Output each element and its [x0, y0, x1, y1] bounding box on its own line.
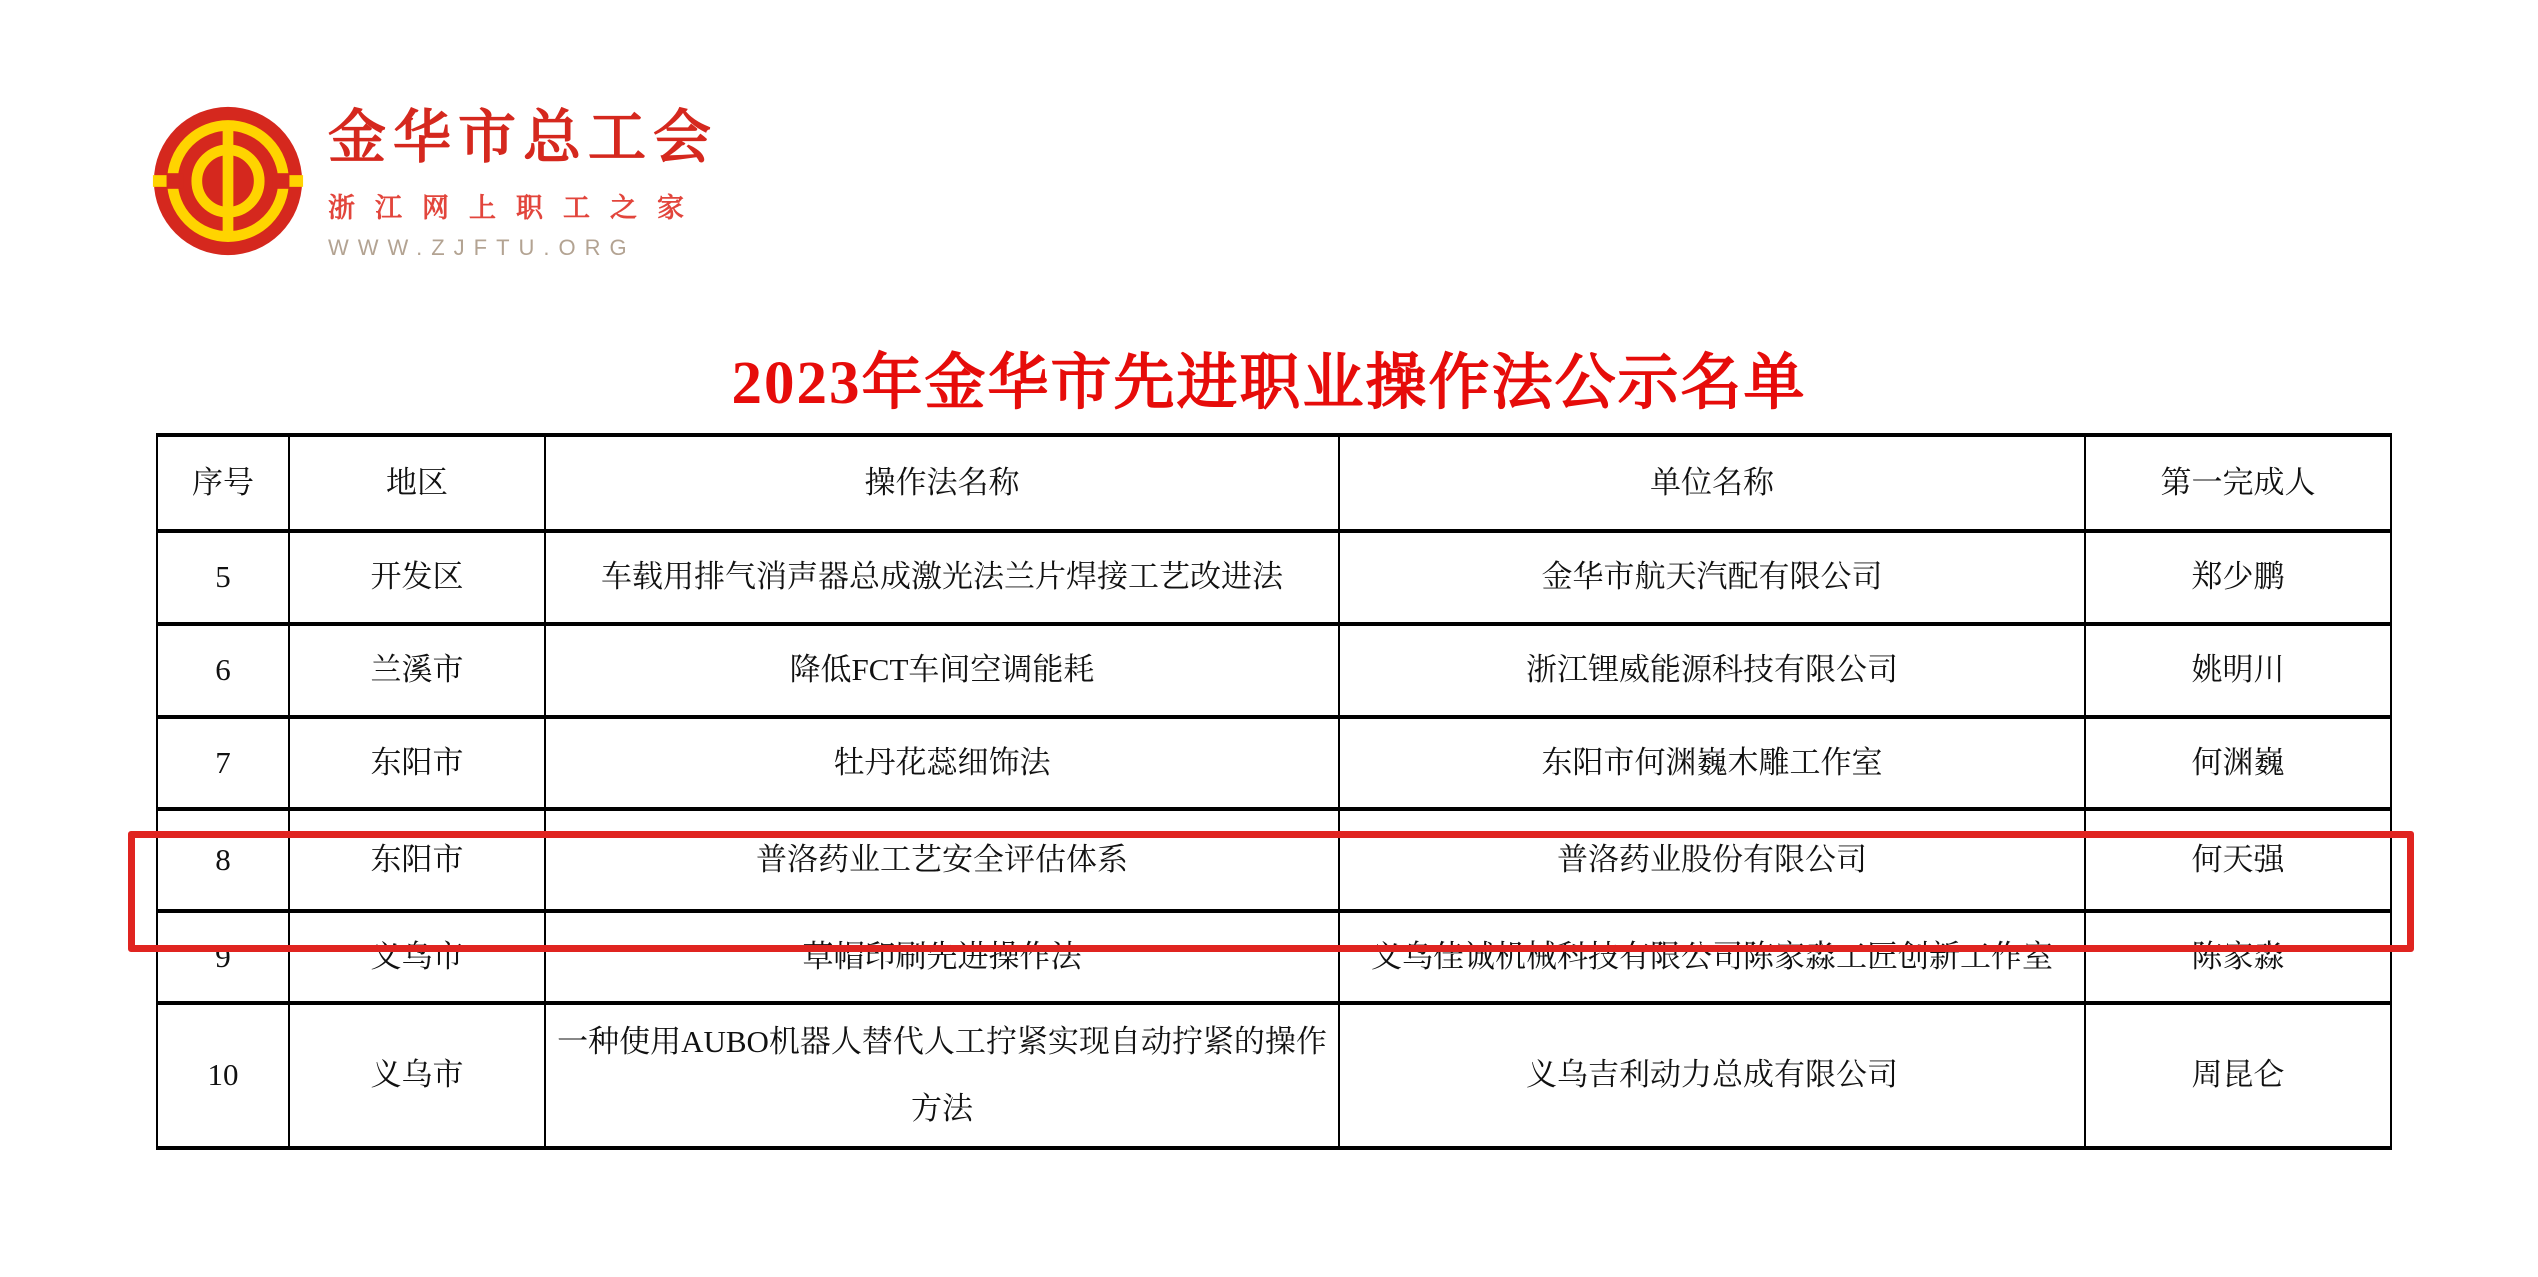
cell-first-completer: 周昆仑: [2085, 1003, 2391, 1148]
cell-company-name: 金华市航天汽配有限公司: [1339, 531, 2085, 624]
union-logo: [150, 95, 718, 261]
logo-url: WWW.ZJFTU.ORG: [328, 235, 636, 261]
cell-district: 义乌市: [289, 1003, 545, 1148]
cell-first-completer: 何渊巍: [2085, 717, 2391, 809]
col-header-method-name: 操作法名称: [545, 435, 1339, 531]
table-header-row: [157, 435, 2391, 531]
col-header-first-completer: 第一完成人: [2085, 435, 2391, 531]
col-header-serial: 序号: [157, 435, 289, 531]
cell-serial: 6: [157, 624, 289, 717]
table-row: [157, 911, 2391, 1003]
cell-method-name: 一种使用AUBO机器人替代人工拧紧实现自动拧紧的操作方法: [545, 1003, 1339, 1148]
page-title: 2023年金华市先进职业操作法公示名单: [731, 350, 1807, 417]
announcement-table: [156, 433, 2392, 1150]
cell-district: 兰溪市: [289, 624, 545, 717]
cell-serial: 7: [157, 717, 289, 809]
table-row: [157, 1003, 2391, 1148]
table-row: [157, 531, 2391, 624]
cell-method-name: 车载用排气消声器总成激光法兰片焊接工艺改进法: [545, 531, 1339, 624]
cell-serial: 10: [157, 1003, 289, 1148]
logo-tagline: 浙江网上职工之家: [328, 193, 704, 224]
cell-first-completer: 何天强: [2085, 809, 2391, 911]
cell-first-completer: 郑少鹏: [2085, 531, 2391, 624]
cell-serial: 9: [157, 911, 289, 1003]
trade-union-emblem-icon: [150, 103, 306, 259]
cell-company-name: 东阳市何渊巍木雕工作室: [1339, 717, 2085, 809]
table-row: [157, 717, 2391, 809]
cell-district: 东阳市: [289, 717, 545, 809]
logo-org-name: 金华市总工会: [328, 105, 719, 170]
cell-district: 义乌市: [289, 911, 545, 1003]
cell-company-name: 浙江锂威能源科技有限公司: [1339, 624, 2085, 717]
cell-first-completer: 陈家淼: [2085, 911, 2391, 1003]
cell-method-name: 牡丹花蕊细饰法: [545, 717, 1339, 809]
cell-serial: 8: [157, 809, 289, 911]
cell-district: 东阳市: [289, 809, 545, 911]
cell-serial: 5: [157, 531, 289, 624]
cell-method-name: 普洛药业工艺安全评估体系: [545, 809, 1339, 911]
cell-company-name: 义乌佳诚机械科技有限公司陈家淼工匠创新工作室: [1339, 911, 2085, 1003]
cell-method-name: 草帽印刷先进操作法: [545, 911, 1339, 1003]
cell-method-name: 降低FCT车间空调能耗: [545, 624, 1339, 717]
cell-first-completer: 姚明川: [2085, 624, 2391, 717]
cell-company-name: 普洛药业股份有限公司: [1339, 809, 2085, 911]
logo-text-block: [328, 95, 718, 261]
table-row-highlighted: [157, 809, 2391, 911]
cell-company-name: 义乌吉利动力总成有限公司: [1339, 1003, 2085, 1148]
col-header-district: 地区: [289, 435, 545, 531]
col-header-company-name: 单位名称: [1339, 435, 2085, 531]
cell-district: 开发区: [289, 531, 545, 624]
table-row: [157, 624, 2391, 717]
